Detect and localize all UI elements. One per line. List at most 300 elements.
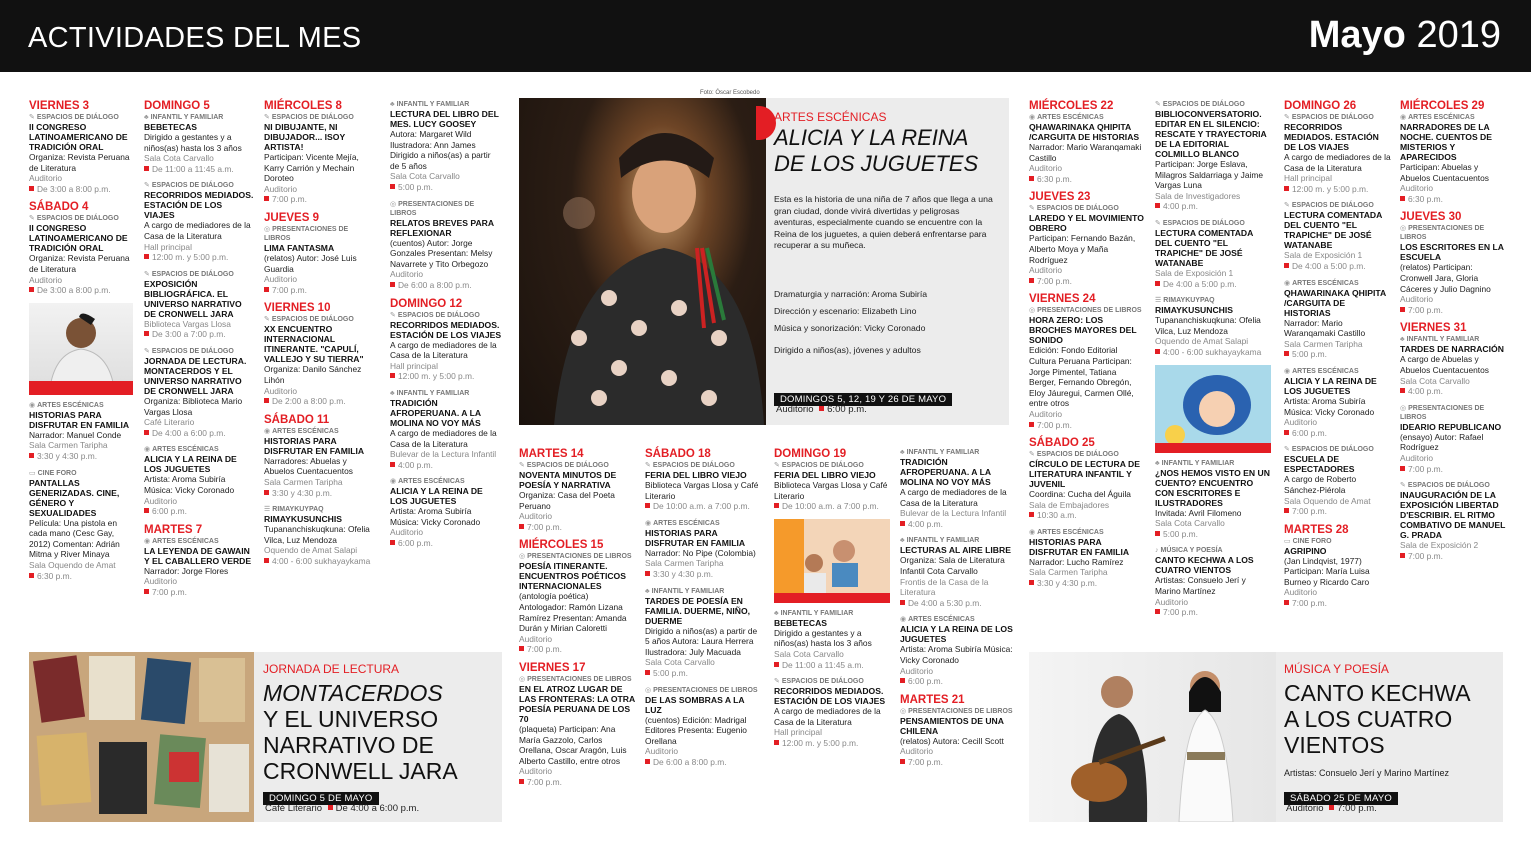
event-item — [264, 212, 376, 295]
kechwa-title-line3: VIENTOS — [1284, 732, 1385, 758]
event-description: Coordina: Cucha del Águila — [1029, 489, 1131, 500]
event-description: (relatos) Autora: Cecill Scott — [900, 735, 1004, 746]
event-place: Sala Cota Carvallo — [144, 153, 214, 164]
event-title: QHAWARINAKA QHIPITA /CARGUITA DE HISTORIAS — [1029, 122, 1140, 142]
event-day: VIERNES 10 — [264, 302, 331, 315]
event-time — [1284, 349, 1392, 360]
montacerdos-title-line2: Y EL UNIVERSO — [263, 706, 439, 732]
category-icon: ♣ — [144, 114, 149, 121]
category-icon: ◎ — [900, 707, 907, 715]
red-square-icon — [519, 646, 524, 651]
column-7 — [774, 448, 890, 756]
event-title: FERIA DEL LIBRO VIEJO — [774, 470, 876, 480]
red-square-icon — [144, 166, 149, 171]
event-category-label: INFANTIL Y FAMILIAR — [1161, 459, 1235, 467]
event-description: Dirigido a niños(as) a partir de 5 años Autora: Laura Herrera Ilustradora: July Macuada — [645, 625, 758, 657]
red-square-icon — [1400, 553, 1405, 558]
event-category-label: ESPACIOS DE DIÁLOGO — [151, 270, 234, 278]
red-square-icon — [390, 282, 395, 287]
red-square-icon — [774, 740, 779, 745]
kids-illustration — [774, 519, 890, 603]
event-place: Sala de Exposición 2 — [1400, 540, 1479, 551]
event-category — [774, 677, 890, 686]
event-description: Organiza: Biblioteca Mario Vargas Llosa — [144, 395, 243, 417]
event-time-label: 6:30 p.m. — [1408, 193, 1443, 204]
event-category — [264, 315, 376, 324]
event-title: RECORRIDOS MEDIADOS. ESTACIÓN DE LOS VIAJES — [390, 319, 502, 340]
event-time — [1284, 184, 1392, 195]
event-item — [519, 539, 635, 655]
event-time-label: 7:00 p.m. — [152, 586, 187, 597]
event-category-label: ESPACIOS DE DIÁLOGO — [781, 678, 864, 686]
event-time — [900, 598, 1016, 609]
event-description: Narradores: Abuelas y Abuelos Cuentacuentos — [264, 455, 353, 477]
red-square-icon — [774, 662, 779, 667]
montacerdos-schedule — [265, 803, 419, 814]
red-square-icon — [819, 406, 824, 411]
event-category — [519, 552, 635, 561]
event-item — [1400, 322, 1506, 396]
column-6 — [645, 448, 760, 775]
event-place: Hall principal — [1284, 173, 1332, 184]
event-title: TRADICIÓN AFROPERUANA. A LA MOLINA NO VOY MÁS — [390, 397, 481, 428]
event-category-label: ARTES ESCÉNICAS — [908, 616, 975, 624]
event-title: HISTORIAS PARA DISFRUTAR EN FAMILIA — [29, 409, 130, 430]
event-category-label: PRESENTACIONES DE LIBROS — [908, 707, 1013, 715]
event-time-label: 4:00 - 6:00 sukhayaykama — [1163, 346, 1262, 357]
event-category — [144, 270, 254, 279]
event-description: Artistas: Consuelo Jerí y Marino Martínez — [1155, 575, 1246, 596]
event-place: Sala Cota Carvallo — [645, 657, 715, 668]
month-title — [1309, 14, 1501, 57]
column-9 — [1029, 100, 1145, 596]
event-category — [264, 427, 376, 436]
event-description: Dirigido a gestantes y a niños(as) hasta los 3 años — [774, 627, 872, 649]
red-square-icon — [1155, 349, 1160, 354]
event-category — [264, 113, 376, 122]
event-item — [1284, 100, 1392, 194]
event-category-label: PRESENTACIONES DE LIBROS — [1037, 307, 1142, 315]
event-category — [144, 347, 254, 356]
montacerdos-date-bar: DOMINGO 5 DE MAYO — [263, 792, 379, 805]
event-item — [519, 662, 635, 788]
event-time — [519, 522, 635, 533]
event-item — [1284, 524, 1392, 609]
event-category — [29, 469, 133, 478]
event-time-label: 3:30 y 4:30 p.m. — [37, 450, 98, 461]
event-title: RIMAYKUSUNCHIS — [1155, 305, 1233, 316]
event-item — [645, 448, 760, 512]
column-11 — [1284, 100, 1392, 616]
event-item — [900, 448, 1016, 529]
event-place: Sala Cota Carvallo — [390, 171, 460, 182]
category-icon: ◎ — [1400, 404, 1407, 412]
event-time-label: 7:00 p.m. — [527, 644, 562, 655]
event-time — [1029, 578, 1145, 589]
event-time — [774, 738, 890, 749]
event-place: Hall principal — [390, 360, 438, 371]
red-square-icon — [1029, 176, 1034, 181]
event-time-label: 12:00 m. y 5:00 p.m. — [1292, 183, 1369, 194]
event-time-label: 6:00 p.m. — [398, 538, 433, 549]
alicia-place: Auditorio — [776, 404, 814, 415]
event-item — [144, 524, 254, 598]
event-title: EXPOSICIÓN BIBLIOGRÁFICA. EL UNIVERSO NARRATIVO DE CRONWELL JARA — [144, 278, 242, 319]
event-place: Sala Cota Carvallo — [1400, 375, 1470, 386]
event-category — [264, 225, 376, 243]
category-icon: ♣ — [1155, 459, 1160, 467]
event-category — [645, 587, 760, 596]
event-time — [29, 451, 133, 462]
event-place: Sala Oquendo de Amat — [1284, 495, 1371, 506]
event-category — [900, 536, 1016, 545]
event-category-label: ESPACIOS DE DIÁLOGO — [1291, 114, 1374, 121]
event-time — [29, 285, 133, 296]
event-place: Sala Carmen Taripha — [264, 476, 343, 487]
event-place: Sala de Embajadores — [1029, 499, 1110, 510]
event-title: HISTORIAS PARA DISFRUTAR EN FAMILIA — [264, 435, 365, 456]
event-item — [1029, 437, 1145, 521]
event-category-label: ESPACIOS DE DIÁLOGO — [271, 316, 354, 324]
header-bar — [0, 0, 1531, 72]
event-place: Hall principal — [144, 241, 192, 252]
event-category — [390, 100, 502, 109]
red-square-icon — [1029, 580, 1034, 585]
event-category-label: INFANTIL Y FAMILIAR — [651, 587, 725, 595]
event-item — [1400, 211, 1506, 315]
event-item — [29, 100, 133, 194]
event-time-label: 7:00 p.m. — [1408, 463, 1443, 474]
event-time-label: 4:00 - 6:00 sukhayaykama — [272, 555, 371, 566]
event-time — [645, 668, 760, 679]
event-category-label: ARTES ESCÉNICAS — [272, 427, 339, 435]
event-time-label: De 3:00 a 7:00 p.m. — [152, 329, 226, 340]
event-title: CANTO KECHWA A LOS CUATRO VIENTOS — [1155, 555, 1254, 576]
column-2 — [144, 100, 254, 604]
event-time-label: 12:00 m. y 5:00 p.m. — [152, 252, 229, 263]
event-place: Auditorio — [29, 173, 63, 184]
alicia-dates-bar: DOMINGOS 5, 12, 19 Y 26 DE MAYO — [774, 393, 952, 406]
event-category — [1284, 279, 1392, 288]
event-description: A cargo de mediadores de la Casa de la Literatura — [390, 339, 497, 361]
event-place: Auditorio — [900, 665, 934, 676]
event-description: Participan: Jorge Eslava, Milagros Saldarriaga y Jaime Vargas Luna — [1155, 159, 1263, 191]
event-title: QHAWARINAKA QHIPITA /CARGUITA DE HISTORIAS — [1284, 287, 1386, 318]
red-square-icon — [1155, 609, 1160, 614]
event-item — [144, 181, 254, 262]
event-time — [774, 660, 890, 671]
category-icon: ◎ — [390, 200, 397, 208]
event-time — [1155, 607, 1271, 618]
event-description: Biblioteca Vargas Llosa y Café Literario — [645, 480, 759, 501]
event-item — [900, 536, 1016, 608]
event-time — [645, 569, 760, 580]
event-category — [1155, 546, 1271, 555]
event-time — [1400, 305, 1506, 316]
category-icon: ✎ — [1284, 114, 1290, 121]
event-time-label: 7:00 p.m. — [527, 521, 562, 532]
montacerdos-title — [263, 680, 458, 784]
event-place: Auditorio — [1400, 183, 1434, 194]
kechwa-info-box — [1276, 652, 1503, 822]
musicians-photo — [1029, 652, 1276, 822]
event-category-label: INFANTIL Y FAMILIAR — [906, 449, 980, 456]
event-title: IDEARIO REPUBLICANO — [1400, 421, 1502, 432]
event-time — [1284, 506, 1392, 517]
event-category — [1284, 537, 1392, 546]
event-time-label: De 3:00 a 8:00 p.m. — [37, 183, 111, 194]
event-title: HISTORIAS PARA DISFRUTAR EN FAMILIA — [1029, 536, 1130, 557]
event-category — [1284, 113, 1392, 122]
event-category-label: ESPACIOS DE DIÁLOGO — [1291, 202, 1374, 210]
event-time — [144, 164, 254, 175]
event-item — [1400, 100, 1506, 204]
red-square-icon — [390, 184, 395, 189]
column-10 — [1155, 100, 1271, 625]
red-square-icon — [29, 186, 34, 191]
event-item — [264, 302, 376, 406]
event-place: Hall principal — [774, 727, 822, 738]
event-day: JUEVES 9 — [264, 211, 319, 224]
red-square-icon — [264, 558, 269, 563]
event-time — [390, 460, 502, 471]
event-title: FERIA DEL LIBRO VIEJO — [645, 470, 747, 480]
event-item — [390, 100, 502, 193]
event-title: NI DIBUJANTE, NI DIBUJADOR... ISOY ARTISTA! — [264, 122, 346, 152]
event-day: SÁBADO 25 — [1029, 437, 1095, 450]
event-time — [390, 182, 502, 193]
event-day: SÁBADO 11 — [264, 413, 330, 426]
event-description: Narrador: No Pipe (Colombia) — [645, 547, 756, 558]
event-time-label: 7:00 p.m. — [1163, 607, 1198, 618]
event-category — [1284, 201, 1392, 210]
event-item — [390, 298, 502, 382]
alicia-credit-3: Música y sonorización: Vicky Coronado — [774, 323, 926, 333]
red-square-icon — [1029, 422, 1034, 427]
event-place: Auditorio — [264, 385, 298, 396]
red-square-icon — [1284, 508, 1289, 513]
category-icon: ▭ — [29, 469, 36, 477]
alicia-schedule — [776, 404, 867, 415]
category-icon: ♣ — [390, 389, 395, 397]
event-time-label: 7:00 p.m. — [527, 776, 562, 787]
event-day: VIERNES 17 — [519, 661, 586, 674]
event-title: NOVENTA MINUTOS DE POESÍA Y NARRATIVA — [519, 470, 617, 490]
event-category — [1400, 404, 1506, 422]
event-day: VIERNES 3 — [29, 100, 90, 112]
event-description: Narrador: Lucho Ramírez — [1029, 556, 1124, 567]
event-category-label: RIMAYKUYPAQ — [1163, 297, 1215, 305]
red-square-icon — [1155, 531, 1160, 536]
event-time — [1155, 529, 1271, 540]
event-category — [144, 181, 254, 190]
event-time-label: De 11:00 a 11:45 a.m. — [782, 659, 864, 670]
event-place: Café Literario — [144, 417, 195, 428]
event-time — [390, 538, 502, 549]
event-title: PENSAMIENTOS DE UNA CHILENA — [900, 715, 1004, 736]
event-place: Auditorio — [1029, 265, 1063, 276]
event-description: Organiza: Sala de Literatura Infantil Cota Carvallo — [900, 555, 1005, 576]
event-time — [1155, 279, 1271, 290]
event-time — [390, 371, 502, 382]
event-place: Sala Cota Carvallo — [774, 648, 844, 659]
category-icon: ✎ — [1029, 451, 1035, 459]
event-category — [144, 445, 254, 454]
column-1 — [29, 100, 133, 588]
event-description: Artista: Aroma Subiría Música: Vicky Coronado — [390, 506, 481, 527]
event-item — [1400, 404, 1506, 474]
event-item — [264, 505, 376, 566]
alicia-credits — [774, 286, 927, 359]
event-description: (relatos) Participan: Cronwell Jara, Gloria Cáceres y Julio Dagnino — [1400, 262, 1491, 294]
category-icon: ✎ — [144, 182, 150, 190]
event-time — [264, 556, 376, 567]
event-time-label: 3:30 y 4:30 p.m. — [272, 487, 333, 498]
event-place: Sala Carmen Taripha — [1029, 567, 1108, 578]
event-time-label: De 3:00 a 8:00 p.m. — [37, 285, 111, 296]
event-category — [390, 200, 502, 218]
event-item — [900, 694, 1016, 768]
event-title: INAUGURACIÓN DE LA EXPOSICIÓN LIBERTAD D'ESCRIBIR. EL RITMO COMBATIVO DE MANUEL G. PRADA — [1400, 490, 1506, 541]
category-icon: ♪ — [1155, 547, 1159, 555]
event-category-label: ESPACIOS DE DIÁLOGO — [36, 215, 119, 223]
event-title: AGRIPINO — [1284, 545, 1327, 556]
event-place: Oquendo de Amat Salapi — [264, 545, 358, 556]
category-icon: ✎ — [1155, 101, 1161, 108]
red-square-icon — [1155, 281, 1160, 286]
event-place: Auditorio — [144, 576, 178, 587]
event-item — [1029, 528, 1145, 589]
event-category-label: PRESENTACIONES DE LIBROS — [264, 225, 349, 242]
event-description: (antología poética) Antologador: Ramón Lizana Ramírez Presentan: Amanda Durán y Mirian Caloretti — [519, 591, 627, 634]
alicia-time: 6:00 p.m. — [827, 404, 867, 415]
red-square-icon — [144, 331, 149, 336]
event-time — [1284, 261, 1392, 272]
red-square-icon — [328, 805, 333, 810]
red-square-icon — [645, 571, 650, 576]
category-icon: ✎ — [144, 270, 150, 278]
red-square-icon — [1284, 263, 1289, 268]
event-category-label: ESPACIOS DE DIÁLOGO — [526, 462, 609, 469]
red-square-icon — [144, 508, 149, 513]
event-item — [1029, 191, 1145, 286]
event-time — [900, 757, 1016, 768]
category-icon: ✎ — [1400, 482, 1406, 490]
event-item — [264, 414, 376, 498]
event-title: LA LEYENDA DE GAWAIN Y EL CABALLERO VERDE — [144, 545, 252, 566]
event-place: Auditorio — [1029, 163, 1063, 174]
red-square-icon — [900, 759, 905, 764]
category-icon: ♣ — [900, 449, 905, 456]
red-square-icon — [264, 490, 269, 495]
event-description: Organiza: Casa del Poeta Peruano — [519, 490, 615, 511]
event-description: Narrador: Manuel Conde — [29, 429, 122, 440]
event-time-label: 7:00 p.m. — [1037, 419, 1072, 430]
montacerdos-time: De 4:00 a 6:00 p.m. — [335, 803, 420, 814]
event-time — [144, 587, 254, 598]
event-description: (ensayo) Autor: Rafael Rodríguez — [1400, 431, 1484, 453]
event-description: Película: Una pistola en cada mano (Cesc Gay, 2012) Comentan: Adrián Mitma y River Minaya — [29, 517, 120, 560]
event-item — [1029, 293, 1145, 430]
event-category-label: ARTES ESCÉNICAS — [152, 446, 219, 454]
montacerdos-kicker: JORNADA DE LECTURA — [263, 662, 400, 676]
event-place: Auditorio — [519, 766, 553, 777]
event-category — [1029, 204, 1145, 213]
event-place: Sala de Exposición 1 — [1155, 267, 1234, 278]
alicia-credit-1: Dramaturgia y narración: Aroma Subiría — [774, 289, 928, 299]
category-icon: ◉ — [144, 446, 151, 454]
category-icon: ◉ — [264, 427, 271, 435]
event-description: Participan: Abuelas y Abuelos Cuentacuentos — [1400, 162, 1489, 183]
category-icon: ◉ — [645, 519, 652, 527]
event-item — [29, 469, 133, 582]
event-time — [645, 501, 760, 512]
category-icon: ◉ — [144, 537, 151, 545]
event-category-label: ARTES ESCÉNICAS — [37, 401, 104, 409]
category-icon: ◎ — [264, 225, 271, 233]
category-icon: ◉ — [1284, 367, 1291, 375]
event-time-label: De 6:00 a 8:00 p.m. — [653, 756, 727, 767]
event-category — [1155, 459, 1271, 468]
event-category — [144, 113, 254, 122]
event-title: LAREDO Y EL MOVIMIENTO OBRERO — [1029, 213, 1144, 234]
event-time-label: 4:00 p.m. — [1163, 201, 1198, 212]
event-item — [1029, 100, 1145, 184]
event-time-label: 6:00 p.m. — [152, 506, 187, 517]
event-time-label: De 4:00 a 5:00 p.m. — [1292, 260, 1366, 271]
alicia-credit-2: Dirección y escenario: Elizabeth Lino — [774, 306, 917, 316]
event-category — [1155, 296, 1271, 305]
event-day: VIERNES 31 — [1400, 322, 1467, 335]
event-time-label: 6:00 p.m. — [908, 676, 943, 687]
event-time-label: 4:00 p.m. — [1408, 386, 1443, 397]
kechwa-kicker: MÚSICA Y POESÍA — [1284, 662, 1389, 676]
column-12 — [1400, 100, 1506, 568]
event-title: HORA ZERO: LOS BROCHES MAYORES DEL SONIDO — [1029, 315, 1137, 346]
red-tab-marker — [756, 106, 776, 140]
montacerdos-title-line3: NARRATIVO DE — [263, 732, 434, 758]
event-time — [1400, 464, 1506, 475]
event-time — [144, 329, 254, 340]
event-title: LECTURA COMENTADA DEL CUENTO "EL TRAPICHE" DE JOSÉ WATANABE — [1284, 210, 1383, 251]
event-item — [645, 587, 760, 679]
event-title: BEBETECAS — [774, 617, 828, 628]
event-category-label: PRESENTACIONES DE LIBROS — [527, 553, 632, 561]
event-title: BIBLIOCONVERSATORIO. EDITAR EN EL SILENCIO: RESCATE Y TRAYECTORIA DE LA EDITORIAL COLMILLO BLANCO — [1155, 109, 1267, 159]
event-category-label: INFANTIL Y FAMILIAR — [396, 101, 470, 108]
event-time-label: De 4:00 a 6:00 p.m. — [152, 427, 226, 438]
event-day: VIERNES 24 — [1029, 293, 1096, 306]
event-category — [390, 477, 502, 486]
event-title: CÍRCULO DE LECTURA DE LITERATURA INFANTIL Y JUVENIL — [1029, 459, 1140, 490]
red-square-icon — [1029, 278, 1034, 283]
event-description: Narrador: Jorge Flores — [144, 565, 229, 576]
event-place: Auditorio — [1284, 587, 1318, 598]
red-square-icon — [1329, 805, 1334, 810]
event-title: II CONGRESO LATINOAMERICANO DE TRADICIÓN ORAL — [29, 223, 128, 254]
event-time-label: De 4:00 a 5:00 p.m. — [1163, 278, 1237, 289]
event-time — [264, 396, 376, 407]
alicia-title-line1: ALICIA Y LA REINA — [774, 125, 969, 150]
event-category — [144, 537, 254, 546]
event-time-label: De 6:00 a 8:00 p.m. — [398, 279, 472, 290]
category-icon: ♣ — [900, 537, 905, 545]
event-day: MIÉRCOLES 8 — [264, 100, 342, 112]
event-category-label: ESPACIOS DE DIÁLOGO — [1407, 482, 1490, 490]
category-icon: ✎ — [29, 114, 35, 121]
event-time — [1155, 347, 1271, 358]
event-time-label: 5:00 p.m. — [653, 667, 688, 678]
